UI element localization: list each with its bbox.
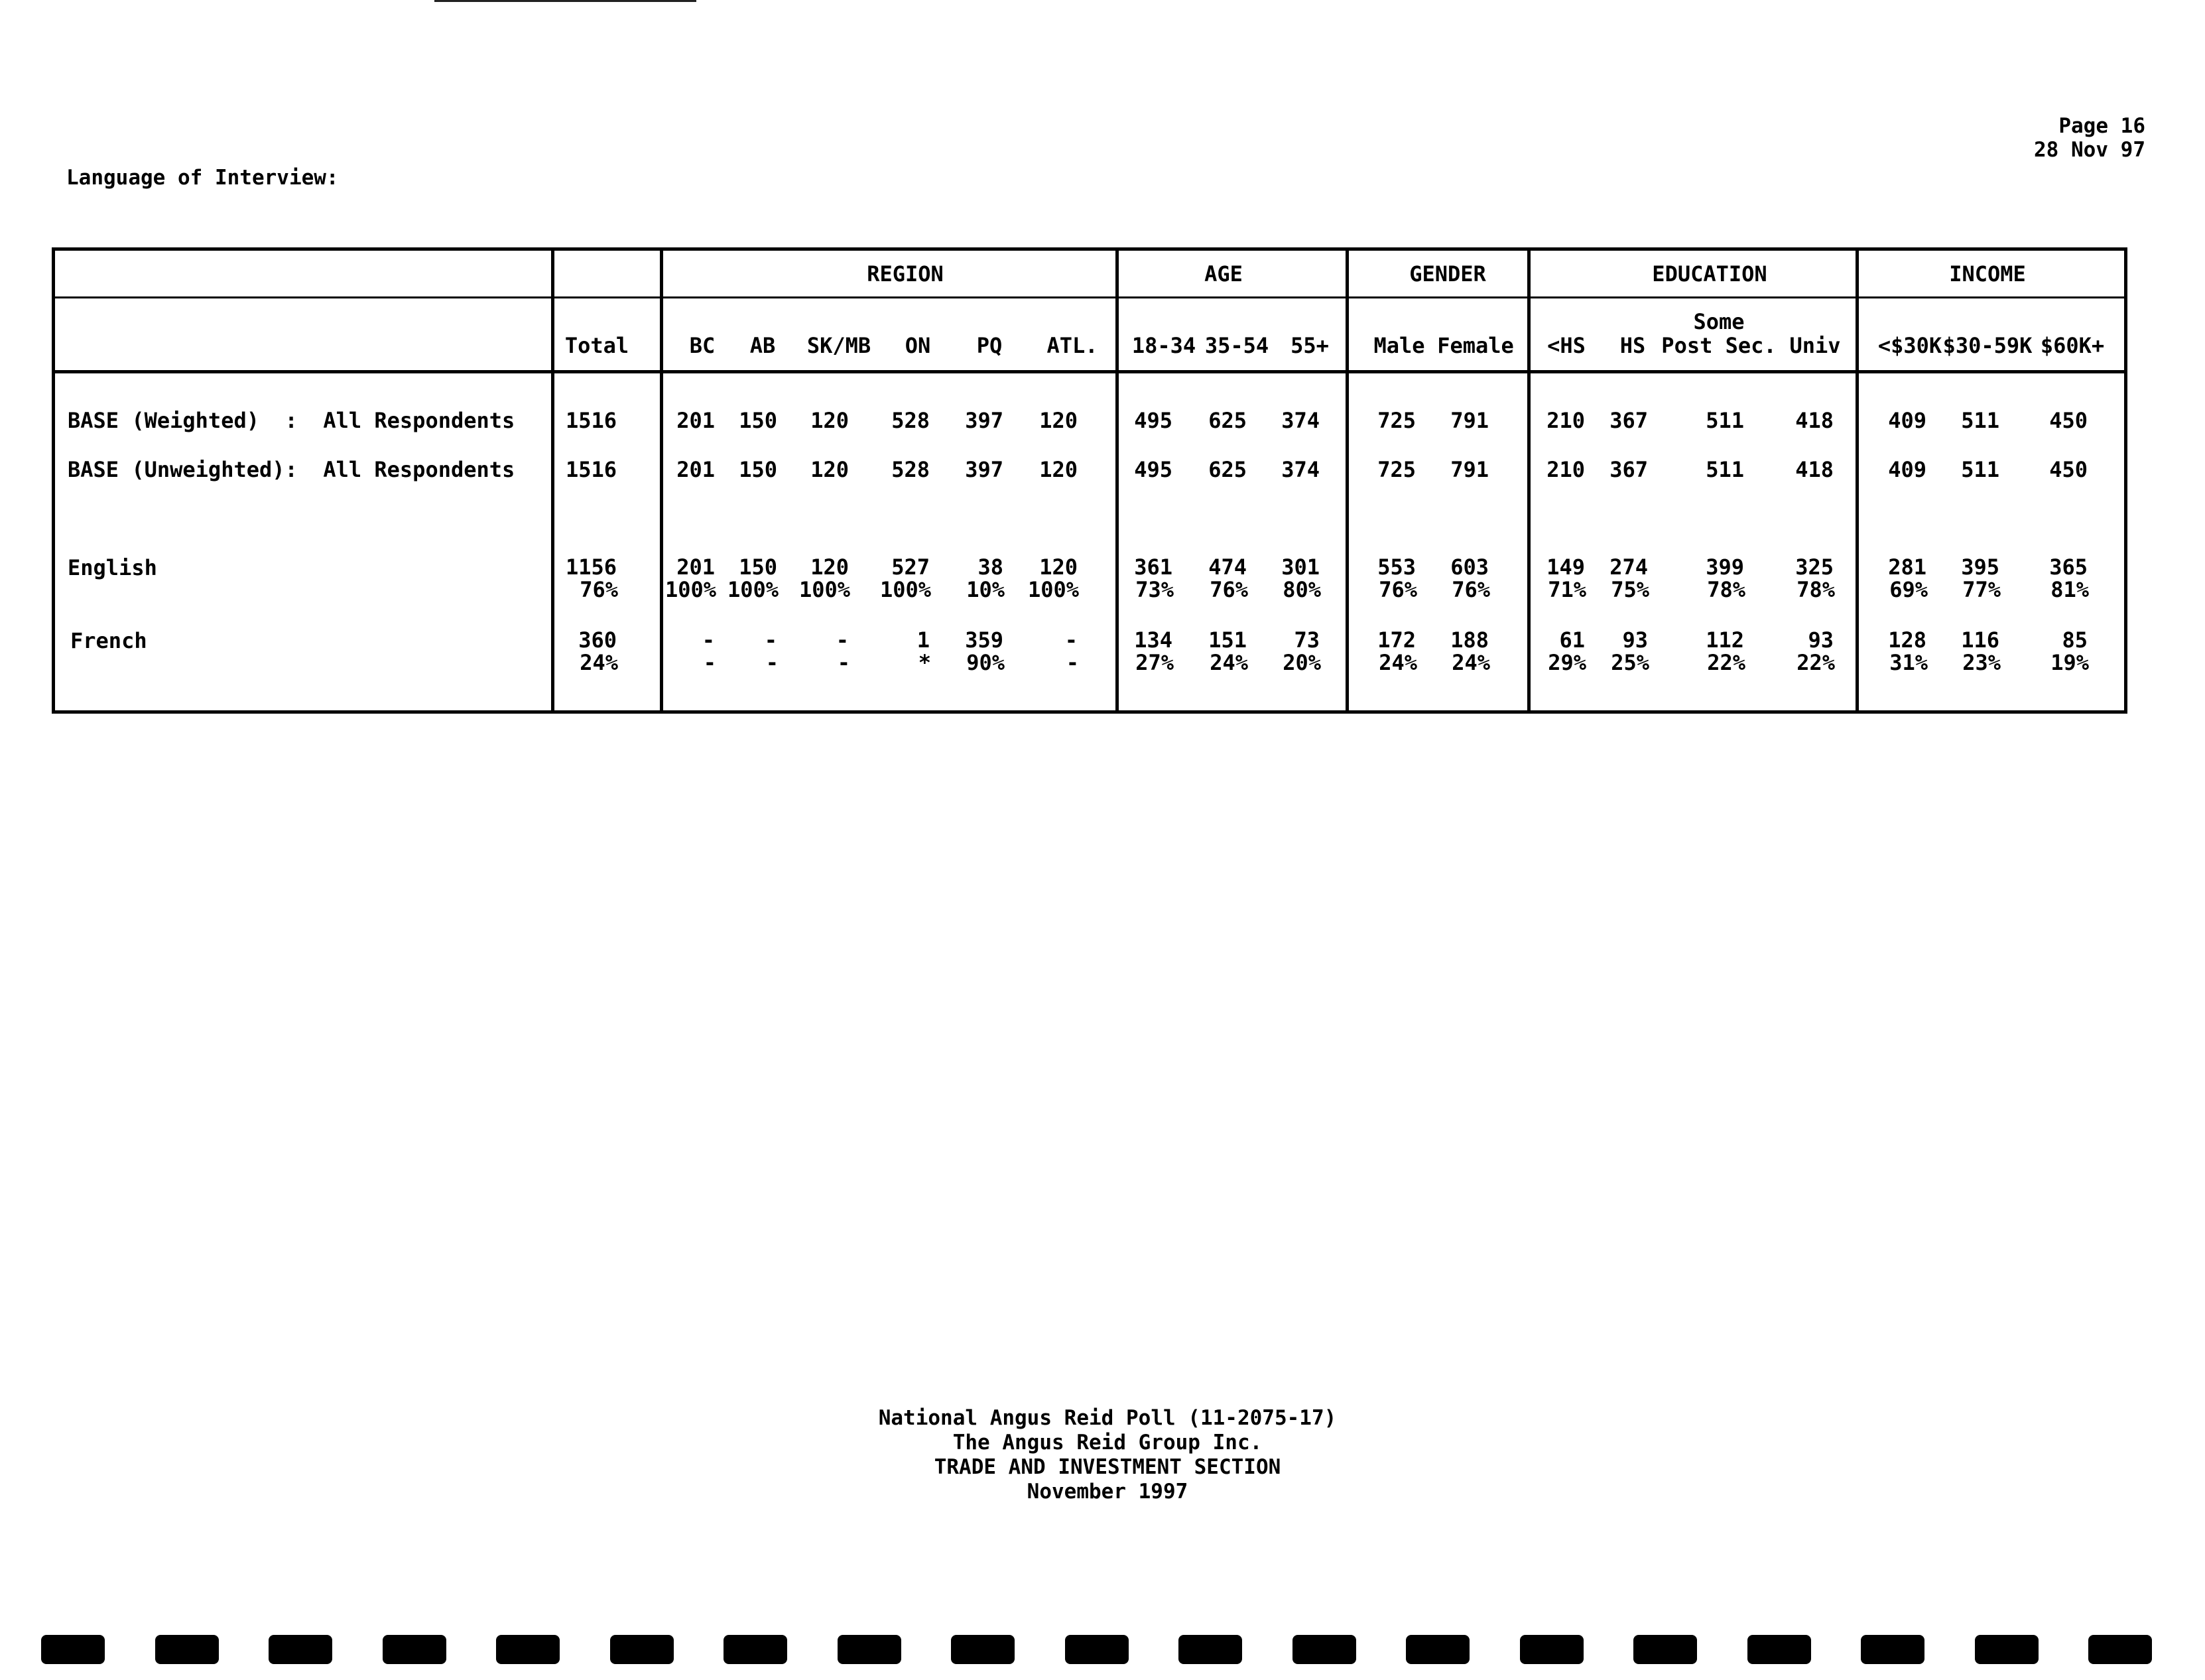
feed-hole: [496, 1635, 560, 1664]
cell-count: 1156: [565, 554, 617, 580]
cell-count: 395: [1961, 554, 1999, 580]
cell-count: 625: [1208, 457, 1247, 482]
tractor-feed-holes: [41, 1635, 2176, 1668]
cell-percent: 100%: [879, 577, 931, 602]
feed-hole: [1065, 1635, 1129, 1664]
feed-hole: [269, 1635, 332, 1664]
cell-count: 1: [916, 627, 930, 653]
feed-hole: [610, 1635, 674, 1664]
cell-count: 73: [1294, 627, 1320, 653]
cell-count: 360: [578, 627, 617, 653]
cell-count: 725: [1377, 408, 1416, 433]
feed-hole: [1747, 1635, 1811, 1664]
cell-count: 511: [1961, 408, 1999, 433]
col-income-60k-plus: $60K+: [2040, 333, 2105, 358]
cell-percent: 81%: [2050, 577, 2089, 602]
feed-hole: [1178, 1635, 1242, 1664]
cell-count: 625: [1208, 408, 1247, 433]
cell-count: 150: [739, 457, 777, 482]
cell-count: 450: [2049, 457, 2088, 482]
cell-count: 93: [1808, 627, 1834, 653]
feed-hole: [383, 1635, 446, 1664]
feed-hole: [1292, 1635, 1356, 1664]
col-some: Some: [1693, 309, 1745, 334]
cell-count: 116: [1961, 627, 1999, 653]
col-age-18-34: 18-34: [1131, 333, 1196, 358]
cell-count: 210: [1546, 457, 1585, 482]
col-atl: ATL.: [1046, 333, 1098, 358]
cell-percent: 76%: [1452, 577, 1490, 602]
row-label-french: French: [70, 628, 147, 653]
cell-count: 418: [1795, 457, 1834, 482]
cell-percent: 22%: [1796, 650, 1835, 675]
row-label-base-unweighted: BASE (Unweighted): All Respondents: [68, 457, 515, 482]
cell-count: -: [702, 627, 715, 653]
col-less-hs: <HS: [1547, 333, 1586, 358]
cell-count: 450: [2049, 408, 2088, 433]
cell-count: 120: [1039, 554, 1078, 580]
cell-count: 188: [1450, 627, 1489, 653]
cell-percent: 24%: [1452, 650, 1490, 675]
cell-percent: 23%: [1962, 650, 2001, 675]
table-subject: Language of Interview:: [66, 166, 339, 190]
cell-count: 274: [1609, 554, 1648, 580]
cell-count: 38: [977, 554, 1003, 580]
cell-percent: 76%: [1210, 577, 1248, 602]
cell-count: 134: [1134, 627, 1172, 653]
cell-percent: 100%: [727, 577, 779, 602]
col-divider: [660, 247, 663, 714]
cell-count: -: [1064, 627, 1078, 653]
col-female: Female: [1437, 333, 1514, 358]
cell-count: -: [836, 627, 849, 653]
cell-count: 399: [1706, 554, 1744, 580]
cell-count: 150: [739, 554, 777, 580]
cell-percent: 24%: [1379, 650, 1417, 675]
cell-count: 93: [1622, 627, 1648, 653]
feed-hole: [951, 1635, 1015, 1664]
col-bc: BC: [689, 333, 716, 358]
group-education: EDUCATION: [1652, 261, 1767, 287]
group-region: REGION: [867, 261, 944, 287]
cell-count: 374: [1281, 408, 1320, 433]
cell-percent: -: [703, 650, 716, 675]
cell-count: 301: [1281, 554, 1320, 580]
cell-count: 201: [676, 408, 715, 433]
cell-percent: 24%: [1210, 650, 1248, 675]
cell-count: 511: [1706, 457, 1744, 482]
group-divider: [52, 296, 2127, 298]
feed-hole: [1861, 1635, 1924, 1664]
cell-percent: 100%: [798, 577, 850, 602]
cell-count: 474: [1208, 554, 1247, 580]
feed-hole: [1406, 1635, 1470, 1664]
cell-percent: 78%: [1707, 577, 1745, 602]
cell-count: 365: [2049, 554, 2088, 580]
feed-hole: [155, 1635, 219, 1664]
cell-percent: 100%: [664, 577, 716, 602]
cell-count: 172: [1377, 627, 1416, 653]
cell-percent: 19%: [2050, 650, 2089, 675]
cell-count: 603: [1450, 554, 1489, 580]
cell-count: 1516: [565, 457, 617, 482]
page-date: 28 Nov 97: [2034, 138, 2145, 162]
cell-percent: 73%: [1135, 577, 1174, 602]
col-ab: AB: [749, 333, 776, 358]
cell-percent: 69%: [1889, 577, 1928, 602]
cell-count: 112: [1706, 627, 1744, 653]
cell-percent: 29%: [1548, 650, 1586, 675]
cell-count: 151: [1208, 627, 1247, 653]
cell-count: 367: [1609, 408, 1648, 433]
cell-percent: -: [837, 650, 850, 675]
col-hs: HS: [1619, 333, 1646, 358]
cell-percent: 77%: [1962, 577, 2001, 602]
row-label-base-weighted: BASE (Weighted) : All Respondents: [68, 408, 515, 433]
cell-percent: 71%: [1548, 577, 1586, 602]
feed-hole: [1520, 1635, 1584, 1664]
cell-count: 791: [1450, 457, 1489, 482]
cell-count: 528: [891, 408, 930, 433]
group-age: AGE: [1204, 261, 1243, 287]
cell-count: 281: [1888, 554, 1926, 580]
col-divider: [1346, 247, 1349, 714]
cell-count: 201: [676, 457, 715, 482]
row-label-english: English: [68, 555, 157, 580]
cell-count: 367: [1609, 457, 1648, 482]
cell-percent: 76%: [1379, 577, 1417, 602]
cell-count: 409: [1888, 457, 1926, 482]
col-divider: [551, 247, 554, 714]
cell-percent: 80%: [1283, 577, 1321, 602]
cell-percent: 27%: [1135, 650, 1174, 675]
cell-count: 511: [1961, 457, 1999, 482]
feed-hole: [838, 1635, 901, 1664]
cell-count: 511: [1706, 408, 1744, 433]
header-divider: [52, 370, 2127, 373]
cell-count: 120: [810, 408, 849, 433]
feed-hole: [1975, 1635, 2039, 1664]
cell-count: 791: [1450, 408, 1489, 433]
col-total: Total: [564, 333, 629, 358]
cell-percent: 24%: [580, 650, 618, 675]
cell-count: 325: [1795, 554, 1834, 580]
cell-percent: 90%: [966, 650, 1005, 675]
footer: [783, 1406, 1432, 1504]
col-skmb: SK/MB: [806, 333, 871, 358]
cell-count: 210: [1546, 408, 1585, 433]
feed-hole: [2088, 1635, 2152, 1664]
col-age-55plus: 55+: [1291, 333, 1329, 358]
cell-count: 85: [2062, 627, 2088, 653]
cell-count: 397: [965, 408, 1003, 433]
cell-count: 361: [1134, 554, 1172, 580]
footer-company: The Angus Reid Group Inc.: [952, 1431, 1263, 1454]
col-pq: PQ: [976, 333, 1003, 358]
feed-hole: [41, 1635, 105, 1664]
cell-count: 150: [739, 408, 777, 433]
cell-count: 495: [1134, 408, 1172, 433]
page-header: [2034, 114, 2145, 162]
cell-count: 61: [1559, 627, 1585, 653]
footer-poll: National Angus Reid Poll (11-2075-17): [878, 1406, 1337, 1430]
cell-count: 120: [810, 554, 849, 580]
cell-percent: *: [918, 650, 931, 675]
cell-count: 409: [1888, 408, 1926, 433]
top-rule: [434, 0, 696, 2]
footer-date: November 1997: [1027, 1480, 1188, 1504]
group-income: INCOME: [1949, 261, 2026, 287]
cell-count: 495: [1134, 457, 1172, 482]
footer-section: TRADE AND INVESTMENT SECTION: [934, 1455, 1281, 1479]
col-divider: [1527, 247, 1531, 714]
cell-percent: 10%: [966, 577, 1005, 602]
cell-percent: 22%: [1707, 650, 1745, 675]
page-number: Page 16: [2058, 114, 2145, 138]
col-male: Male: [1373, 333, 1425, 358]
cell-count: 725: [1377, 457, 1416, 482]
cell-count: 528: [891, 457, 930, 482]
cell-percent: 78%: [1796, 577, 1835, 602]
cell-count: 359: [965, 627, 1003, 653]
col-age-35-54: 35-54: [1204, 333, 1269, 358]
cell-count: 120: [1039, 408, 1078, 433]
cell-count: 128: [1888, 627, 1926, 653]
feed-hole: [724, 1635, 787, 1664]
cell-count: 397: [965, 457, 1003, 482]
cell-count: 1516: [565, 408, 617, 433]
cell-count: -: [764, 627, 777, 653]
group-gender: GENDER: [1409, 261, 1486, 287]
col-univ: Univ: [1789, 333, 1841, 358]
col-on: ON: [905, 333, 931, 358]
cell-percent: 76%: [580, 577, 618, 602]
col-divider: [1856, 247, 1859, 714]
col-income-under-30k: <$30K: [1877, 333, 1942, 358]
cell-percent: 100%: [1027, 577, 1079, 602]
col-income-30-59k: $30-59K: [1942, 333, 2033, 358]
cell-count: 418: [1795, 408, 1834, 433]
cell-percent: -: [1066, 650, 1079, 675]
cell-percent: -: [765, 650, 779, 675]
cell-count: 553: [1377, 554, 1416, 580]
cell-count: 374: [1281, 457, 1320, 482]
cell-count: 149: [1546, 554, 1585, 580]
feed-hole: [1633, 1635, 1697, 1664]
cell-percent: 31%: [1889, 650, 1928, 675]
col-divider: [1115, 247, 1119, 714]
cell-percent: 75%: [1611, 577, 1649, 602]
cell-count: 201: [676, 554, 715, 580]
cell-count: 120: [1039, 457, 1078, 482]
cell-count: 527: [891, 554, 930, 580]
cell-count: 120: [810, 457, 849, 482]
cell-percent: 20%: [1283, 650, 1321, 675]
cell-percent: 25%: [1611, 650, 1649, 675]
col-post-sec: Post Sec.: [1661, 333, 1777, 358]
